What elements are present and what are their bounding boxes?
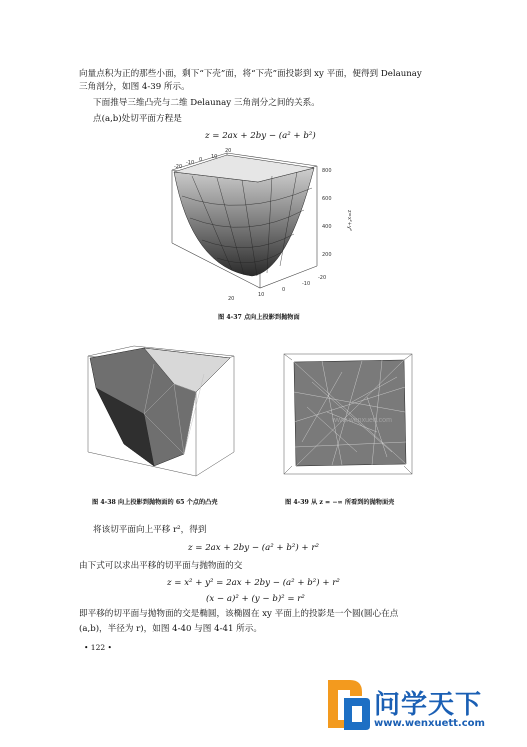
equation-circle: (x − a)² + (y − b)² = r² bbox=[206, 594, 305, 604]
paragraph-line: 三角剖分，如图 4-39 所示。 bbox=[79, 82, 190, 92]
tick-label: -10 bbox=[302, 281, 311, 287]
figure-4-37-paraboloid bbox=[162, 148, 382, 310]
watermark-text: www.wenxuett.com bbox=[332, 417, 392, 424]
tick-label: 10 bbox=[258, 292, 265, 298]
tick-label: 20 bbox=[225, 148, 232, 154]
tick-label: 800 bbox=[322, 168, 332, 174]
brand-logo-icon bbox=[322, 676, 372, 732]
equation-intersection: z = x² + y² = 2ax + 2by − (a² + b²) + r² bbox=[167, 578, 340, 588]
figure-4-38-convex-hull bbox=[84, 344, 252, 484]
paragraph-line: 点(a,b)处切平面方程是 bbox=[93, 114, 182, 124]
tick-label: 400 bbox=[322, 224, 332, 230]
figure-caption: 图 4-39 从 z = −∞ 所看到的抛物面壳 bbox=[285, 499, 395, 506]
brand-name: 问学天下 bbox=[374, 690, 483, 720]
paragraph-line: 将该切平面向上平移 r²，得到 bbox=[93, 525, 207, 535]
paragraph-line: 即平移的切平面与抛物面的交是椭圆，该椭圆在 xy 平面上的投影是一个圆(圆心在点 bbox=[79, 609, 399, 619]
brand-url: www.wenxuett.com bbox=[374, 718, 485, 729]
paragraph-line: 下面推导三维凸壳与二维 Delaunay 三角剖分之间的关系。 bbox=[93, 98, 320, 108]
tick-label: 20 bbox=[228, 296, 235, 302]
tick-label: 10 bbox=[211, 154, 218, 160]
z-axis-ticks bbox=[322, 168, 332, 258]
figure-caption: 图 4-37 点向上投影到抛物面 bbox=[218, 314, 300, 321]
paragraph-line: 由下式可以求出平移的切平面与抛物面的交 bbox=[79, 561, 243, 571]
tick-label: 0 bbox=[199, 157, 203, 163]
paragraph-line: 向量点积为正的那些小面，剩下“下壳”面，将“下壳”面投影到 xy 平面，便得到 Delaunay bbox=[79, 69, 422, 79]
figure-caption: 图 4-38 向上投影到抛物面的 65 个点的凸壳 bbox=[92, 499, 218, 506]
z-axis-label: z=x²+y² bbox=[346, 210, 352, 231]
equation-shifted-plane: z = 2ax + 2by − (a² + b²) + r² bbox=[188, 543, 319, 553]
page-number: • 122 • bbox=[84, 643, 112, 652]
paragraph-line: (a,b)，半径为 r)，如图 4-40 与图 4-41 所示。 bbox=[79, 624, 262, 634]
tick-label: 200 bbox=[322, 252, 332, 258]
equation-tangent-plane: z = 2ax + 2by − (a² + b²) bbox=[205, 131, 316, 141]
tick-label: -10 bbox=[186, 160, 195, 166]
tick-label: -20 bbox=[318, 275, 327, 281]
tick-label: 600 bbox=[322, 196, 332, 202]
figure-4-39-hull-from-below bbox=[282, 352, 416, 480]
tick-label: -20 bbox=[174, 164, 183, 170]
tick-label: 0 bbox=[282, 287, 286, 293]
